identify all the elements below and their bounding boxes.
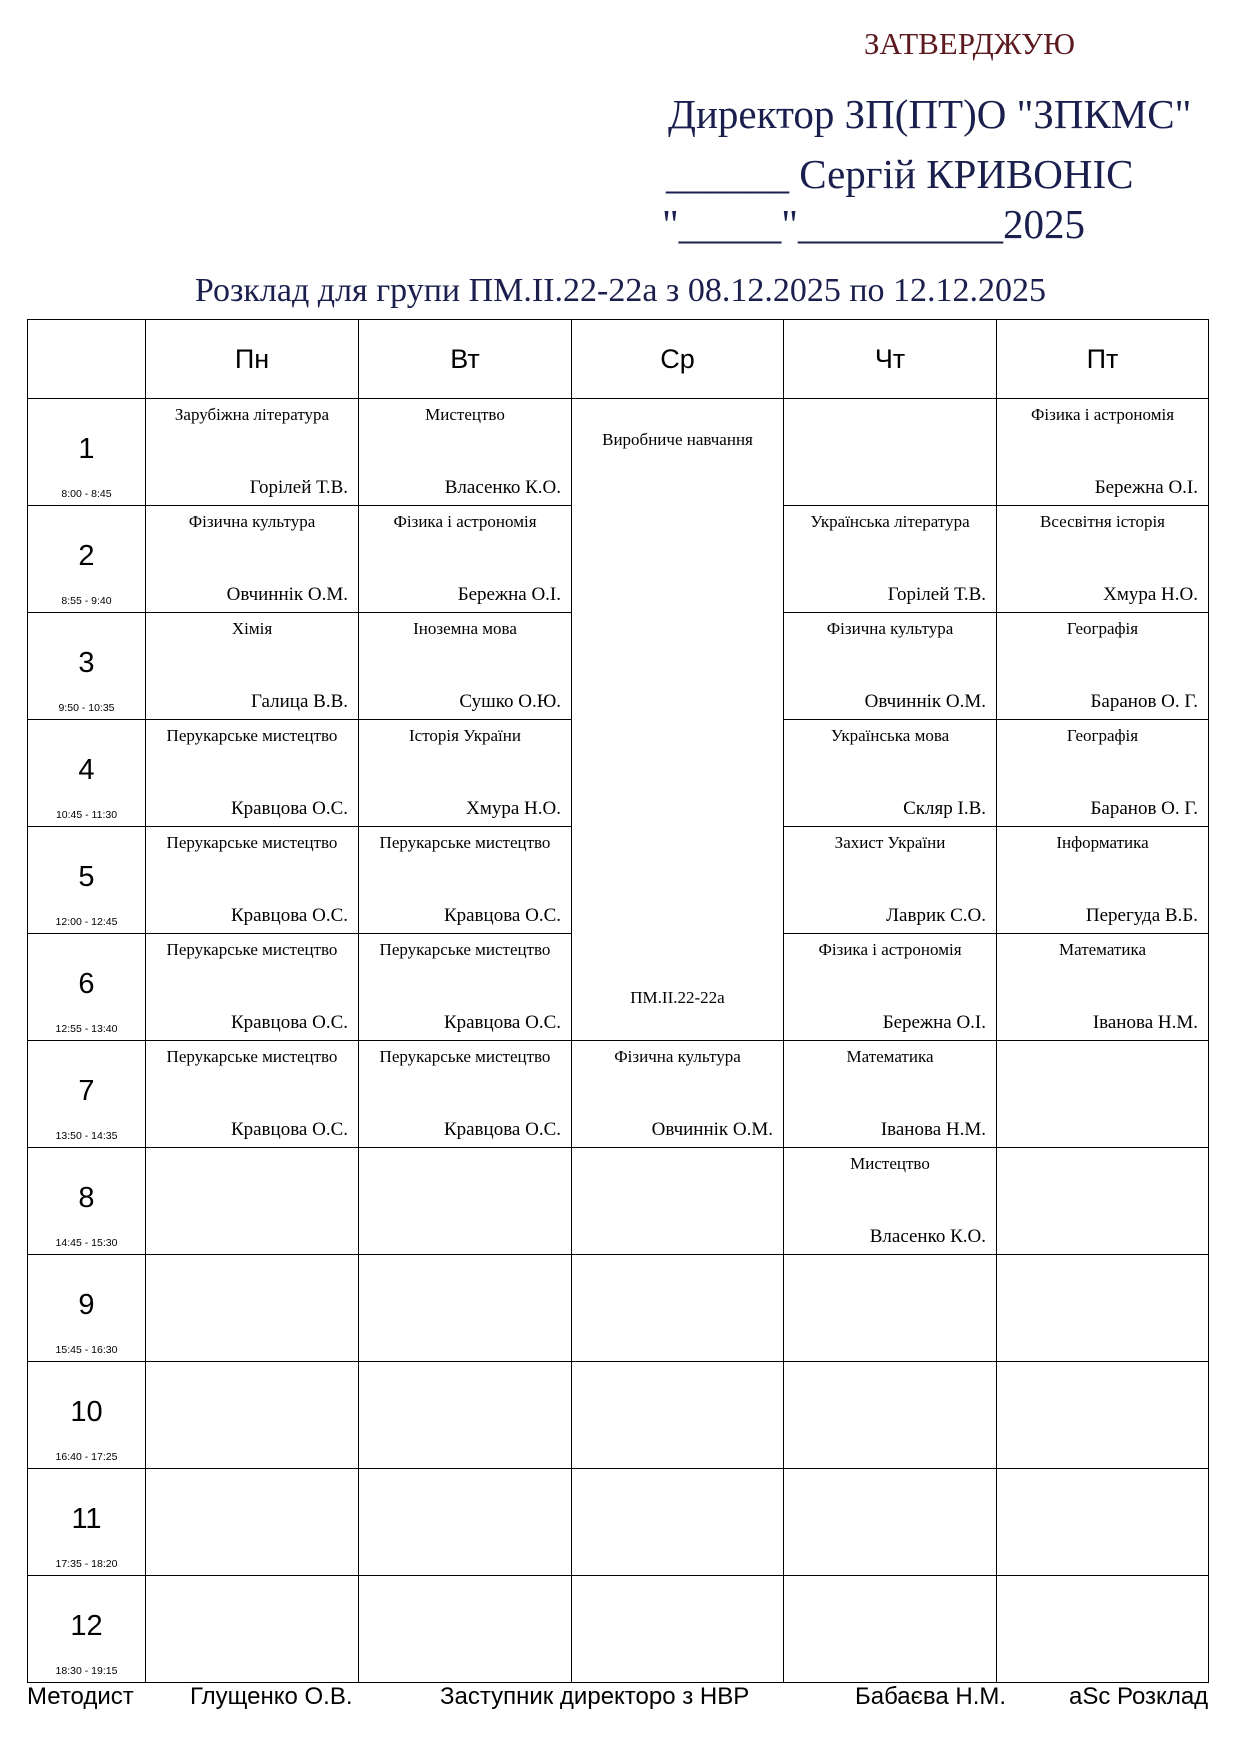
period-row xyxy=(28,1362,1209,1469)
schedule-grid xyxy=(27,319,1208,1678)
period-row xyxy=(28,1576,1209,1683)
lesson-cell xyxy=(997,613,1209,720)
lesson-cell xyxy=(146,1469,359,1576)
lesson-teacher: Кравцова О.С. xyxy=(443,905,561,926)
lesson-cell xyxy=(784,1469,997,1576)
lesson-cell xyxy=(997,1255,1209,1362)
lesson-cell xyxy=(146,1255,359,1362)
period-time: 15:45 - 16:30 xyxy=(55,1344,118,1356)
lesson-subject: Фізична культура xyxy=(614,1047,741,1066)
approval-heading: ЗАТВЕРДЖУЮ xyxy=(864,26,1075,61)
lesson-teacher: Галица В.В. xyxy=(251,691,348,712)
period-number: 1 xyxy=(78,433,95,465)
lesson-teacher: Кравцова О.С. xyxy=(230,1119,348,1140)
corner-cell xyxy=(28,320,146,399)
lesson-cell xyxy=(784,1576,997,1683)
day-header-row xyxy=(28,320,1209,399)
lesson-cell xyxy=(359,1469,572,1576)
lesson-cell xyxy=(572,1469,784,1576)
lesson-cell xyxy=(359,399,572,506)
lesson-subject: Перукарське мистецтво xyxy=(166,1047,338,1066)
lesson-teacher: Кравцова О.С. xyxy=(230,798,348,819)
lesson-cell xyxy=(572,1148,784,1255)
period-cell xyxy=(28,1148,146,1255)
lesson-cell xyxy=(146,720,359,827)
day-header: Ср xyxy=(572,320,784,399)
lesson-teacher: Баранов О. Г. xyxy=(1090,691,1198,712)
lesson-teacher: Горілей Т.В. xyxy=(887,584,986,605)
lesson-cell xyxy=(146,1148,359,1255)
period-number: 11 xyxy=(71,1503,102,1535)
lesson-subject: Хімія xyxy=(231,619,273,638)
lesson-subject: Українська література xyxy=(810,512,970,531)
lesson-cell xyxy=(146,613,359,720)
lesson-cell xyxy=(784,1255,997,1362)
lesson-cell xyxy=(997,506,1209,613)
lesson-cell xyxy=(359,1576,572,1683)
lesson-subject: Перукарське мистецтво xyxy=(166,726,338,745)
merged-lesson-cell xyxy=(572,399,784,1041)
lesson-subject: Виробниче навчання xyxy=(602,430,753,449)
period-row xyxy=(28,1041,1209,1148)
period-number: 6 xyxy=(78,968,95,1000)
lesson-cell xyxy=(784,613,997,720)
lesson-subject: Фізика і астрономія xyxy=(818,940,962,959)
lesson-teacher: Хмура Н.О. xyxy=(466,798,561,819)
period-time: 9:50 - 10:35 xyxy=(58,702,115,714)
lesson-subject: Перукарське мистецтво xyxy=(379,833,551,852)
lesson-cell xyxy=(359,1041,572,1148)
lesson-cell xyxy=(359,934,572,1041)
director-title: Директор ЗП(ПТ)О "ЗПКМС" xyxy=(668,91,1192,137)
period-time: 8:00 - 8:45 xyxy=(61,488,112,500)
lesson-cell xyxy=(997,1148,1209,1255)
lesson-cell xyxy=(997,934,1209,1041)
lesson-subject: Перукарське мистецтво xyxy=(166,940,338,959)
period-time: 12:00 - 12:45 xyxy=(55,916,118,928)
lesson-teacher: Овчиннік О.М. xyxy=(651,1119,773,1140)
period-cell xyxy=(28,934,146,1041)
lesson-teacher: Овчиннік О.М. xyxy=(864,691,986,712)
lesson-cell xyxy=(784,506,997,613)
day-header: Пт xyxy=(997,320,1209,399)
day-header: Вт xyxy=(359,320,572,399)
software-credit: aSc Розклад xyxy=(1069,1683,1209,1710)
lesson-subject: Географія xyxy=(1066,619,1139,638)
lesson-teacher: Бережна О.І. xyxy=(457,584,561,605)
period-number: 12 xyxy=(70,1610,103,1642)
lesson-teacher: Власенко К.О. xyxy=(869,1226,986,1247)
period-time: 16:40 - 17:25 xyxy=(55,1451,118,1463)
lesson-teacher: Кравцова О.С. xyxy=(230,1012,348,1033)
lesson-cell xyxy=(997,1041,1209,1148)
lesson-subject: Фізика і астрономія xyxy=(1030,405,1175,424)
period-time: 13:50 - 14:35 xyxy=(55,1130,118,1142)
lesson-teacher: Бережна О.І. xyxy=(1094,477,1198,498)
period-time: 18:30 - 19:15 xyxy=(55,1665,118,1677)
lesson-cell xyxy=(146,827,359,934)
period-cell xyxy=(28,1362,146,1469)
day-header: Пн xyxy=(146,320,359,399)
lesson-subject: Фізика і астрономія xyxy=(393,512,537,531)
period-cell xyxy=(28,506,146,613)
period-number: 7 xyxy=(78,1075,95,1107)
lesson-teacher: Власенко К.О. xyxy=(444,477,561,498)
period-number: 10 xyxy=(70,1396,103,1428)
lesson-cell xyxy=(572,1041,784,1148)
lesson-cell xyxy=(359,1362,572,1469)
lesson-cell xyxy=(784,399,997,506)
period-cell xyxy=(28,1469,146,1576)
lesson-cell xyxy=(784,934,997,1041)
period-row xyxy=(28,1469,1209,1576)
period-time: 12:55 - 13:40 xyxy=(55,1023,118,1035)
schedule-title: Розклад для групи ПМ.ІІ.22-22а з 08.12.2025 по 12.12.2025 xyxy=(194,272,1047,309)
lesson-teacher: Горілей Т.В. xyxy=(249,477,348,498)
lesson-cell xyxy=(997,827,1209,934)
lesson-cell xyxy=(784,1148,997,1255)
period-cell xyxy=(28,827,146,934)
lesson-cell xyxy=(146,399,359,506)
lesson-subject: Зарубіжна література xyxy=(174,405,330,424)
period-cell xyxy=(28,399,146,506)
methodist-label: Методист xyxy=(27,1683,134,1710)
lesson-subject: Українська мова xyxy=(830,726,950,745)
lesson-subject: Математика xyxy=(846,1047,934,1066)
lesson-cell xyxy=(784,720,997,827)
lesson-subject: Перукарське мистецтво xyxy=(379,1047,551,1066)
lesson-cell xyxy=(997,1469,1209,1576)
period-row xyxy=(28,1255,1209,1362)
lesson-cell xyxy=(359,827,572,934)
methodist-name: Глущенко О.В. xyxy=(190,1683,353,1710)
lesson-cell xyxy=(359,506,572,613)
lesson-teacher: Бережна О.І. xyxy=(882,1012,986,1033)
schedule-table xyxy=(27,319,1209,1683)
deputy-name: Бабаєва Н.М. xyxy=(855,1683,1007,1710)
deputy-label: Заступник директоро з НВР xyxy=(440,1683,750,1710)
lesson-subject: Всесвітня історія xyxy=(1040,512,1165,531)
lesson-subject: Фізична культура xyxy=(826,619,954,638)
lesson-teacher: Хмура Н.О. xyxy=(1103,584,1198,605)
lesson-cell xyxy=(146,506,359,613)
lesson-cell xyxy=(997,720,1209,827)
lesson-subject: Інформатика xyxy=(1056,833,1149,852)
lesson-teacher: Іванова Н.М. xyxy=(880,1119,986,1140)
lesson-cell xyxy=(572,1362,784,1469)
lesson-subject: Фізична культура xyxy=(188,512,316,531)
lesson-teacher: Кравцова О.С. xyxy=(443,1119,561,1140)
period-cell xyxy=(28,1255,146,1362)
lesson-subject: Мистецтво xyxy=(425,405,505,424)
lesson-group: ПМ.ІІ.22-22а xyxy=(630,988,725,1007)
period-cell xyxy=(28,613,146,720)
lesson-teacher: Скляр І.В. xyxy=(903,798,986,819)
signature-line: ______ Сергій КРИВОНІС xyxy=(666,151,1134,197)
lesson-cell xyxy=(997,1362,1209,1469)
period-number: 9 xyxy=(78,1289,95,1321)
lesson-teacher: Сушко О.Ю. xyxy=(459,691,561,712)
lesson-subject: Іноземна мова xyxy=(413,619,517,638)
lesson-cell xyxy=(784,1362,997,1469)
lesson-teacher: Кравцова О.С. xyxy=(443,1012,561,1033)
lesson-subject: Історія України xyxy=(409,726,521,745)
period-number: 8 xyxy=(78,1182,95,1214)
lesson-cell xyxy=(359,1255,572,1362)
date-line: "_____"__________2025 xyxy=(662,201,1085,247)
lesson-teacher: Кравцова О.С. xyxy=(230,905,348,926)
period-number: 2 xyxy=(78,540,95,572)
lesson-cell xyxy=(784,827,997,934)
lesson-cell xyxy=(359,1148,572,1255)
period-time: 10:45 - 11:30 xyxy=(55,809,118,821)
lesson-teacher: Лаврик С.О. xyxy=(886,905,986,926)
lesson-cell xyxy=(359,720,572,827)
period-row xyxy=(28,399,1209,506)
lesson-cell xyxy=(146,1362,359,1469)
lesson-cell xyxy=(146,1576,359,1683)
period-time: 17:35 - 18:20 xyxy=(55,1558,118,1570)
lesson-subject: Географія xyxy=(1066,726,1139,745)
period-cell xyxy=(28,1041,146,1148)
period-number: 5 xyxy=(78,861,95,893)
lesson-cell xyxy=(997,399,1209,506)
lesson-subject: Перукарське мистецтво xyxy=(166,833,338,852)
lesson-cell xyxy=(146,934,359,1041)
lesson-subject: Математика xyxy=(1058,940,1147,959)
period-number: 3 xyxy=(78,647,95,679)
lesson-teacher: Овчиннік О.М. xyxy=(226,584,348,605)
lesson-cell xyxy=(359,613,572,720)
period-time: 14:45 - 15:30 xyxy=(55,1237,118,1249)
lesson-cell xyxy=(784,1041,997,1148)
period-time: 8:55 - 9:40 xyxy=(61,595,112,607)
lesson-cell xyxy=(572,1255,784,1362)
lesson-subject: Захист України xyxy=(834,833,946,852)
lesson-subject: Мистецтво xyxy=(850,1154,930,1173)
day-header: Чт xyxy=(784,320,997,399)
period-cell xyxy=(28,720,146,827)
period-number: 4 xyxy=(78,754,95,786)
lesson-teacher: Перегуда В.Б. xyxy=(1085,905,1198,926)
lesson-teacher: Баранов О. Г. xyxy=(1090,798,1198,819)
period-row xyxy=(28,1148,1209,1255)
period-cell xyxy=(28,1576,146,1683)
lesson-teacher: Іванова Н.М. xyxy=(1092,1012,1198,1033)
lesson-cell xyxy=(997,1576,1209,1683)
lesson-subject: Перукарське мистецтво xyxy=(379,940,551,959)
lesson-cell xyxy=(146,1041,359,1148)
lesson-cell xyxy=(572,1576,784,1683)
